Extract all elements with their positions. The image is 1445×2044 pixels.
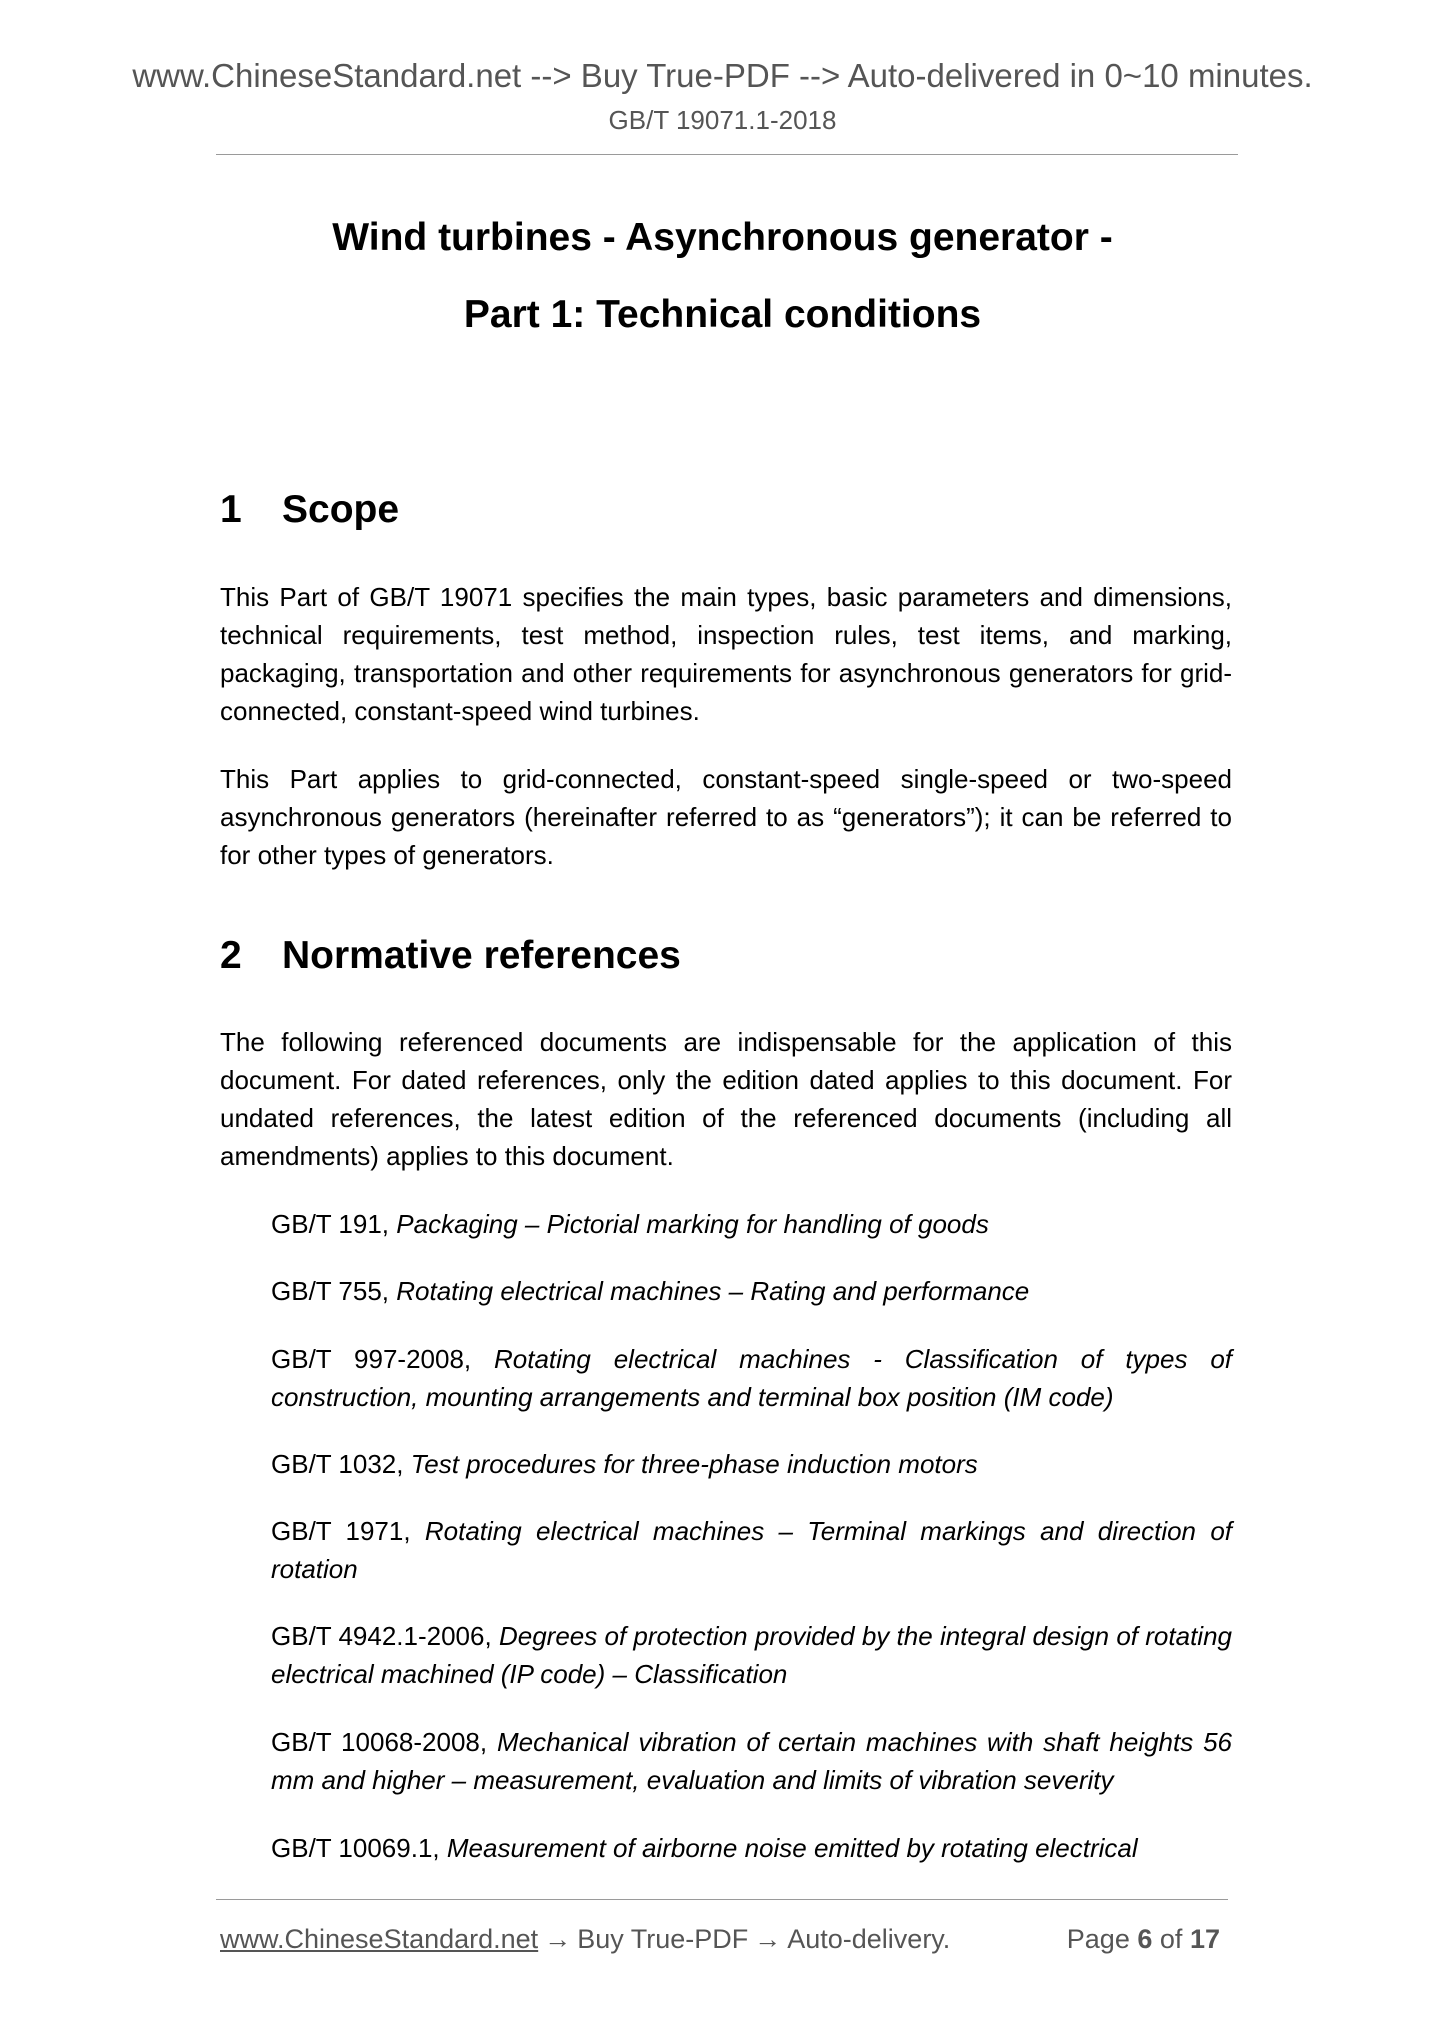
reference-code: GB/T 997-2008, bbox=[271, 1344, 472, 1374]
normative-intro-paragraph: The following referenced documents are indispensable for the application of this document. For dated references, only the edition dated applies to this document. For undated references, the latest edition of the referenced documents (including all amendments) applies to this document. bbox=[220, 1027, 1232, 1171]
page-label: Page bbox=[1066, 1924, 1130, 1954]
section-title: Normative references bbox=[282, 934, 681, 977]
document-code: GB/T 19071.1-2018 bbox=[608, 105, 837, 135]
footer-buy-text: Buy True-PDF bbox=[577, 1924, 749, 1954]
section-number: 1 bbox=[220, 488, 242, 531]
reference-title: Mechanical vibration of certain machines with shaft heights 56 mm and higher – measurement, evaluation and limits of vibration severity bbox=[271, 1727, 1233, 1795]
reference-code: GB/T 4942.1-2006, bbox=[271, 1621, 492, 1651]
page-of: of bbox=[1159, 1924, 1183, 1954]
reference-title: Test procedures for three-phase induction motors bbox=[410, 1449, 978, 1479]
reference-code: GB/T 191, bbox=[271, 1209, 390, 1239]
footer-divider bbox=[216, 1899, 1228, 1900]
header-banner: www.ChineseStandard.net --> Buy True-PDF --> Auto-delivered in 0~10 minutes. bbox=[132, 57, 1313, 94]
reference-title: Degrees of protection provided by the integral design of rotating electrical machined (IP code) – Classification bbox=[271, 1621, 1232, 1689]
reference-code: GB/T 1971, bbox=[271, 1516, 411, 1546]
right-arrow-icon: → bbox=[754, 1924, 782, 1954]
reference-code: GB/T 10069.1, bbox=[271, 1833, 440, 1863]
section-heading-scope bbox=[220, 486, 399, 534]
section-number: 2 bbox=[220, 934, 242, 977]
reference-code: GB/T 10068-2008, bbox=[271, 1727, 488, 1757]
right-arrow-icon: → bbox=[544, 1924, 572, 1954]
reference-code: GB/T 1032, bbox=[271, 1449, 404, 1479]
document-subtitle: Part 1: Technical conditions bbox=[463, 293, 982, 336]
page-number bbox=[1067, 1919, 1220, 1959]
page-current: 6 bbox=[1137, 1924, 1153, 1954]
reference-title: Rotating electrical machines – Terminal markings and direction of rotation bbox=[271, 1516, 1232, 1584]
section-heading-normative-references bbox=[220, 932, 681, 980]
reference-item bbox=[271, 1205, 1232, 1243]
footer-links bbox=[220, 1919, 950, 1959]
reference-item bbox=[271, 1445, 1232, 1483]
reference-item bbox=[271, 1617, 1232, 1693]
reference-title: Packaging – Pictorial marking for handling of goods bbox=[396, 1209, 989, 1239]
footer-delivery-text: Auto-delivery. bbox=[787, 1924, 951, 1954]
page-footer bbox=[220, 1919, 1230, 1959]
footer-site-link[interactable]: www.ChineseStandard.net bbox=[220, 1924, 539, 1954]
reference-item bbox=[271, 1829, 1232, 1867]
section-title: Scope bbox=[282, 488, 400, 531]
reference-code: GB/T 755, bbox=[271, 1276, 390, 1306]
reference-item bbox=[271, 1723, 1232, 1799]
reference-title: Rotating electrical machines - Classification of types of construction, mounting arrangements and terminal box position (IM code) bbox=[271, 1344, 1232, 1412]
reference-title: Measurement of airborne noise emitted by rotating electrical bbox=[446, 1833, 1138, 1863]
page-total: 17 bbox=[1189, 1924, 1220, 1954]
scope-paragraph: This Part applies to grid-connected, constant-speed single-speed or two-speed asynchronous generators (hereinafter referred to as “generators”); it can be referred to for other types of generators. bbox=[220, 764, 1232, 870]
document-title: Wind turbines - Asynchronous generator - bbox=[332, 216, 1113, 259]
reference-item bbox=[271, 1512, 1232, 1588]
reference-title: Rotating electrical machines – Rating and performance bbox=[396, 1276, 1030, 1306]
reference-item bbox=[271, 1272, 1232, 1310]
scope-paragraph: This Part of GB/T 19071 specifies the main types, basic parameters and dimensions, technical requirements, test method, inspection rules, test items, and marking, packaging, transportation and other requirements for asynchronous generators for grid-connected, constant-speed wind turbines. bbox=[220, 582, 1232, 726]
reference-item bbox=[271, 1340, 1232, 1416]
header-divider bbox=[216, 154, 1238, 155]
